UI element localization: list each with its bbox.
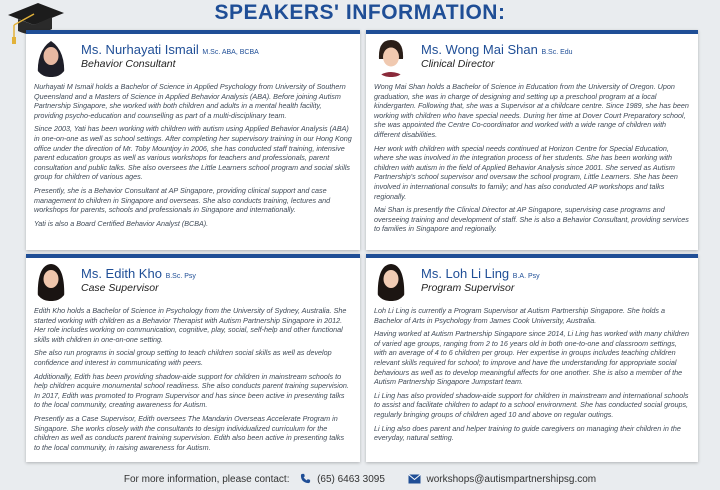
speaker-photo bbox=[374, 37, 408, 77]
bio-paragraph: Presently, she is a Behavior Consultant at AP Singapore, providing clinical support and case management to children in Singapore and overseas. She also conducts training, lectures and workshops for parents, schools and professionals in Singapore and internationally. bbox=[34, 185, 331, 215]
bio-paragraph: Mai Shan is presently the Clinical Director at AP Singapore, supervising case programs and overseeing training and development of staff. She is also a Behavior Consultant, providing services to families in Singapore and regionally. bbox=[374, 205, 689, 234]
speaker-bio bbox=[26, 80, 360, 228]
bio-paragraph: Her work with children with special needs continued at Horizon Centre for Special Education, where she was involved in the integration process of her students. She has been working with children with autism in the field of Applied Behavior Analysis since 2001. She served as Autism Partnership's school supervisor and oversaw the school program, Little Learners. She has been involved in international consults to family; and has also conducted AP workshops and talks regionally. bbox=[374, 143, 678, 201]
speaker-card-loh bbox=[366, 254, 698, 462]
contact-footer bbox=[0, 470, 720, 490]
email-icon bbox=[408, 474, 421, 484]
speaker-photo bbox=[34, 37, 68, 77]
speaker-credentials: B.Sc. Psy bbox=[165, 273, 196, 280]
bio-paragraph: Yati is also a Board Certified Behavior Analyst (BCBA). bbox=[34, 218, 209, 228]
bio-paragraph: She also run programs in social group setting to teach children social skills as well as develop confidence and interest in communicating with peers. bbox=[34, 348, 332, 367]
speaker-name: Ms. Wong Mai Shan B.Sc. Edu bbox=[421, 42, 573, 57]
bio-paragraph: Loh Li Ling is currently a Program Supervisor at Autism Partnership Singapore. She holds a Bachelor of Arts in Psychology from James Cook University, Australia. bbox=[374, 306, 665, 325]
speaker-credentials: B.A. Psy bbox=[512, 273, 540, 280]
bio-paragraph: Edith Kho holds a Bachelor of Science in Psychology from the University of Sydney, Australia. She started working with children as a Behavior Therapist with Autism Partnership Singapore in 2012. Her role includes working on communication, cognitive, play, social, self-help and other functional skills with children in one-on-one setting. bbox=[34, 306, 347, 344]
contact-email[interactable]: workshops@autismpartnershipsg.com bbox=[426, 474, 597, 485]
speaker-bio bbox=[26, 304, 360, 452]
speaker-photo bbox=[374, 261, 408, 301]
speaker-name: Ms. Nurhayati Ismail M.Sc. ABA, BCBA bbox=[81, 42, 259, 57]
bio-paragraph: Additionally, Edith has been providing shadow-aide support for children in mainstream schools to help children acquire monumental school readiness. She also conducts parent training supervision. In 2017, Edith was promoted to Program Supervisor and has since been active in presenting talks to the local community, creating awareness for Autism. bbox=[34, 371, 349, 410]
speaker-role: Program Supervisor bbox=[421, 282, 515, 294]
speaker-photo bbox=[34, 261, 68, 301]
phone-icon bbox=[300, 473, 311, 484]
speaker-credentials: M.Sc. ABA, BCBA bbox=[202, 49, 259, 56]
bio-paragraph: Li Ling has also provided shadow-aide support for children in mainstream and international schools to assist and facilitate children to adapt to a school environment. She has conducted social groups, regularly bringing groups of children aged 10 and above on regular outings. bbox=[374, 390, 689, 419]
bio-paragraph: Li Ling also does parent and helper training to guide caregivers on managing their children in the everyday, natural setting. bbox=[374, 423, 681, 443]
bio-paragraph: Since 2003, Yati has been working with children with autism using Applied Behavior Analysis (ABA) in one-on-one as well as school settings. After completing her supervisory training in our Hong Kong office under the direction of Mr. Toby Mountjoy in 2006, she has conducted staff training, intensive parent education groups as well as various workshops for teachers and professionals, parent consultation and public talks. She also oversees the Little Learners school program and social skills group for children of various ages. bbox=[34, 124, 352, 182]
bio-paragraph: Nurhayati M Ismail holds a Bachelor of Science in Applied Psychology from University of Southern Queensland and a Masters of Science in Applied Behavior Analysis (ABA). Before joining Autism Partnership Singapore, she worked with both children and adults in a mental health facility, providing psycho-education and counselling as part of a multi-disciplinary team. bbox=[34, 82, 346, 120]
speaker-credentials: B.Sc. Edu bbox=[541, 49, 573, 56]
speaker-card-nurhayati bbox=[26, 30, 360, 250]
speaker-role: Case Supervisor bbox=[81, 282, 159, 294]
speaker-bio bbox=[366, 304, 698, 443]
page-title: SPEAKERS' INFORMATION: bbox=[214, 1, 506, 24]
contact-intro: For more information, please contact: bbox=[123, 474, 290, 485]
bio-paragraph: Having worked at Autism Partnership Singapore since 2014, Li Ling has worked with many children of varied age groups, ranging from 2 to 16 years old in both one-to-one and classroom settings, with an average of 4 to 6 children per group. Her expertise in groups includes teaching children relevant skills required for school; to improve and have the understanding for appropriate social behaviours as well as to develop meaningful affects for one another. She is also a member of the Autism Partnership Singapore Jumpstart team. bbox=[374, 329, 689, 387]
speaker-name: Ms. Edith Kho B.Sc. Psy bbox=[81, 266, 196, 281]
speaker-role: Clinical Director bbox=[421, 58, 495, 70]
bio-paragraph: Wong Mai Shan holds a Bachelor of Science in Education from the University of Oregon. Upon graduation, she was in charge of designing and setting up a preschool program at a local kindergarten. Following that, she was a Supervisor at a childcare centre. Since 1989, she has been working with children who have special needs. During her time at Dover Court Preparatory school, she was appointed the Centre Co-coordinator and worked with a wide range of children with different disabilities. bbox=[374, 82, 689, 139]
speaker-name: Ms. Loh Li Ling B.A. Psy bbox=[421, 266, 540, 281]
contact-phone[interactable]: (65) 6463 3095 bbox=[317, 474, 385, 485]
speaker-role: Behavior Consultant bbox=[81, 58, 176, 70]
bio-paragraph: Presently as a Case Supervisor, Edith oversees The Mandarin Overseas Accelerate Program in Singapore. She works closely with the consultants to design individualized curriculum for the children as well as conducts parent training supervision. Edith also been active in presenting talks to the local community, in raising awareness for Autism. bbox=[34, 413, 345, 452]
speaker-card-wong bbox=[366, 30, 698, 250]
speaker-bio bbox=[366, 80, 698, 234]
speaker-card-edith bbox=[26, 254, 360, 462]
